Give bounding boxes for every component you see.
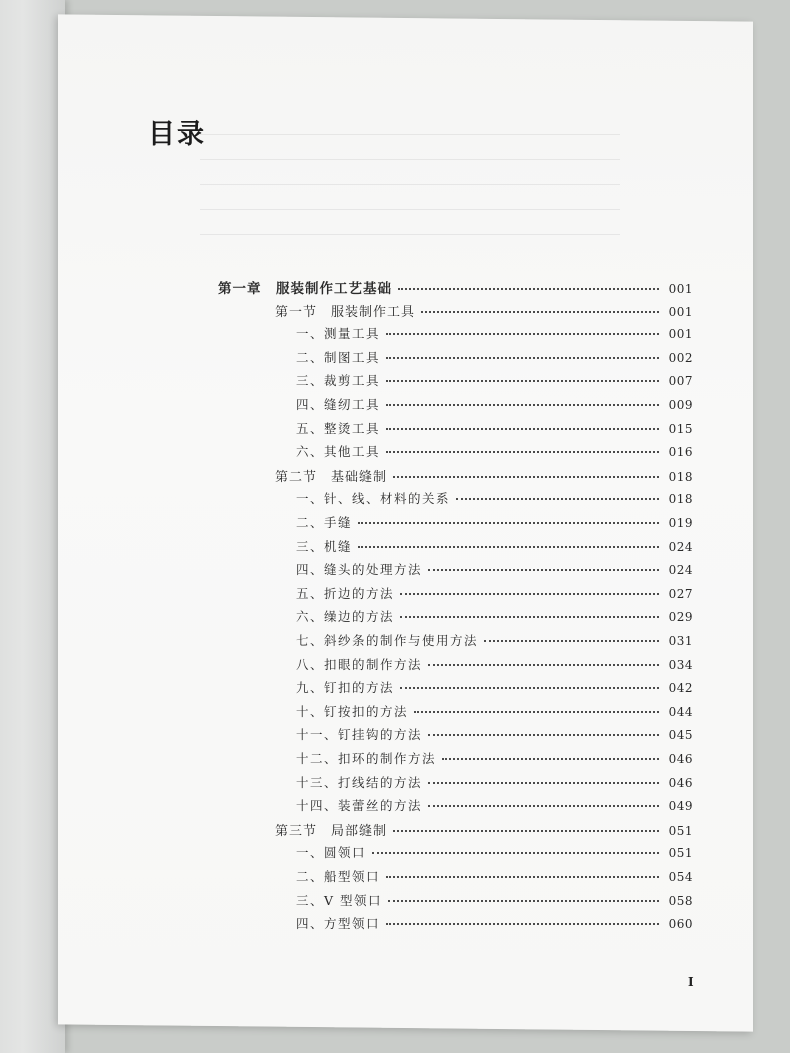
toc-entry-page: 031 [668, 634, 693, 648]
dot-leader [386, 404, 659, 406]
toc-entry-title: 五、整烫工具 [296, 420, 381, 436]
toc-item-entry [296, 513, 693, 531]
toc-entry-title: 第三节 局部缝制 [275, 823, 388, 839]
dot-leader [428, 569, 659, 571]
toc-section-entry [275, 301, 693, 319]
toc-item-entry [296, 796, 693, 814]
toc-item-entry [296, 749, 693, 767]
dot-leader [428, 664, 659, 666]
dot-leader [428, 782, 659, 784]
toc-entry-page: 024 [668, 563, 693, 578]
toc-entry-title: 一、圆领口 [296, 845, 367, 861]
toc-entry-title: 第二节 基础缝制 [275, 469, 388, 485]
dot-leader [484, 640, 659, 642]
toc-entry-title: 十二、扣环的制作方法 [296, 751, 437, 766]
page-title: 目录 [148, 119, 206, 150]
toc-entry-page: 034 [668, 657, 693, 672]
toc-item-entry [296, 442, 693, 460]
toc-entry-title: 三、V 型领口 [296, 892, 383, 908]
toc-item-entry [296, 631, 693, 649]
toc-item-entry [296, 607, 693, 625]
toc-entry-page: 042 [668, 681, 693, 696]
dot-leader [386, 876, 659, 878]
toc-entry-page: 058 [668, 893, 693, 908]
toc-item-entry [296, 914, 693, 932]
toc-entry-page: 051 [668, 823, 693, 838]
toc-item-entry [296, 702, 693, 720]
dot-leader [421, 311, 659, 313]
dot-leader [398, 288, 659, 290]
folio-page-number: I [688, 975, 694, 989]
toc-entry-page: 046 [668, 775, 693, 790]
dot-leader [400, 616, 659, 618]
toc-entry-page: 029 [668, 610, 693, 625]
toc-entry-page: 046 [668, 752, 693, 766]
toc-entry-page: 009 [668, 398, 693, 412]
dot-leader [393, 476, 659, 478]
toc-section-entry [275, 820, 693, 838]
dot-leader [428, 734, 659, 736]
toc-entry-title: 四、缝头的处理方法 [296, 562, 423, 578]
toc-entry-page: 002 [668, 350, 693, 365]
toc-item-entry [296, 371, 693, 389]
toc-entry-page: 024 [668, 539, 693, 554]
dot-leader [400, 593, 659, 595]
toc-entry-title: 二、手缝 [296, 515, 353, 530]
toc-entry-title: 十三、打线结的方法 [296, 774, 423, 790]
dot-leader [414, 711, 659, 713]
toc-entry-title: 第一章 服装制作工艺基础 [218, 281, 392, 297]
dot-leader [386, 428, 659, 430]
toc-entry-page: 018 [668, 492, 693, 507]
facing-page-edge [0, 0, 65, 1053]
dot-leader [428, 805, 659, 807]
toc-item-entry [296, 537, 693, 555]
toc-entry-page: 016 [668, 445, 693, 460]
toc-entry-page: 060 [668, 917, 693, 932]
toc-entry-title: 二、船型领口 [296, 869, 381, 884]
toc-item-entry [296, 843, 693, 861]
toc-entry-page: 044 [668, 704, 693, 719]
toc-entry-title: 四、缝纫工具 [296, 397, 381, 412]
toc-entry-title: 十、钉按扣的方法 [296, 703, 409, 719]
toc-section-entry [275, 466, 693, 484]
dot-leader [386, 357, 659, 359]
toc-entry-page: 007 [668, 374, 693, 389]
dot-leader [358, 522, 659, 524]
toc-entry-page: 054 [668, 870, 693, 884]
toc-item-entry [296, 560, 693, 578]
toc-chapter-entry [218, 277, 693, 295]
toc-entry-title: 十一、钉挂钩的方法 [296, 727, 423, 743]
toc-item-entry [296, 489, 693, 507]
toc-entry-title: 一、测量工具 [296, 326, 381, 342]
toc-entry-title: 七、斜纱条的制作与使用方法 [296, 633, 479, 648]
toc-item-entry [296, 419, 693, 437]
toc-entry-page: 019 [668, 516, 693, 530]
toc-entry-title: 八、扣眼的制作方法 [296, 656, 423, 672]
toc-item-entry [296, 773, 693, 791]
toc-item-entry [296, 584, 693, 602]
dot-leader [456, 498, 659, 500]
toc-entry-title: 三、机缝 [296, 538, 353, 554]
toc-item-entry [296, 678, 693, 696]
toc-entry-title: 一、针、线、材料的关系 [296, 491, 451, 507]
dot-leader [386, 923, 659, 925]
toc-entry-title: 十四、装蕾丝的方法 [296, 798, 423, 814]
toc-entry-title: 六、缲边的方法 [296, 609, 395, 625]
toc-entry-page: 001 [668, 282, 693, 296]
toc-entry-page: 045 [668, 728, 693, 743]
toc-item-entry [296, 867, 693, 885]
toc-entry-page: 018 [668, 469, 693, 484]
toc-entry-title: 六、其他工具 [296, 444, 381, 460]
dot-leader [372, 852, 659, 854]
dot-leader [386, 380, 659, 382]
dot-leader [442, 758, 659, 760]
toc-entry-page: 015 [668, 421, 693, 436]
toc-entry-page: 049 [668, 799, 693, 814]
toc-entry-title: 九、钉扣的方法 [296, 680, 395, 696]
dot-leader [388, 900, 659, 902]
toc-entry-title: 第一节 服装制作工具 [275, 304, 416, 320]
dot-leader [400, 687, 659, 689]
toc-item-entry [296, 725, 693, 743]
toc-item-entry [296, 348, 693, 366]
toc-entry-title: 四、方型领口 [296, 916, 381, 932]
dot-leader [386, 333, 659, 335]
toc-entry-page: 051 [668, 846, 693, 861]
toc-entry-title: 五、折边的方法 [296, 585, 395, 601]
toc-item-entry [296, 655, 693, 673]
toc-entry-page: 001 [668, 327, 693, 342]
toc-entry-title: 三、裁剪工具 [296, 373, 381, 389]
toc-item-entry [296, 324, 693, 342]
toc-item-entry [296, 395, 693, 413]
toc-entry-title: 二、制图工具 [296, 349, 381, 365]
dot-leader [386, 451, 659, 453]
toc-item-entry [296, 891, 693, 909]
toc-entry-page: 027 [668, 586, 693, 601]
toc-entry-page: 001 [668, 304, 693, 319]
dot-leader [358, 546, 659, 548]
dot-leader [393, 830, 659, 832]
